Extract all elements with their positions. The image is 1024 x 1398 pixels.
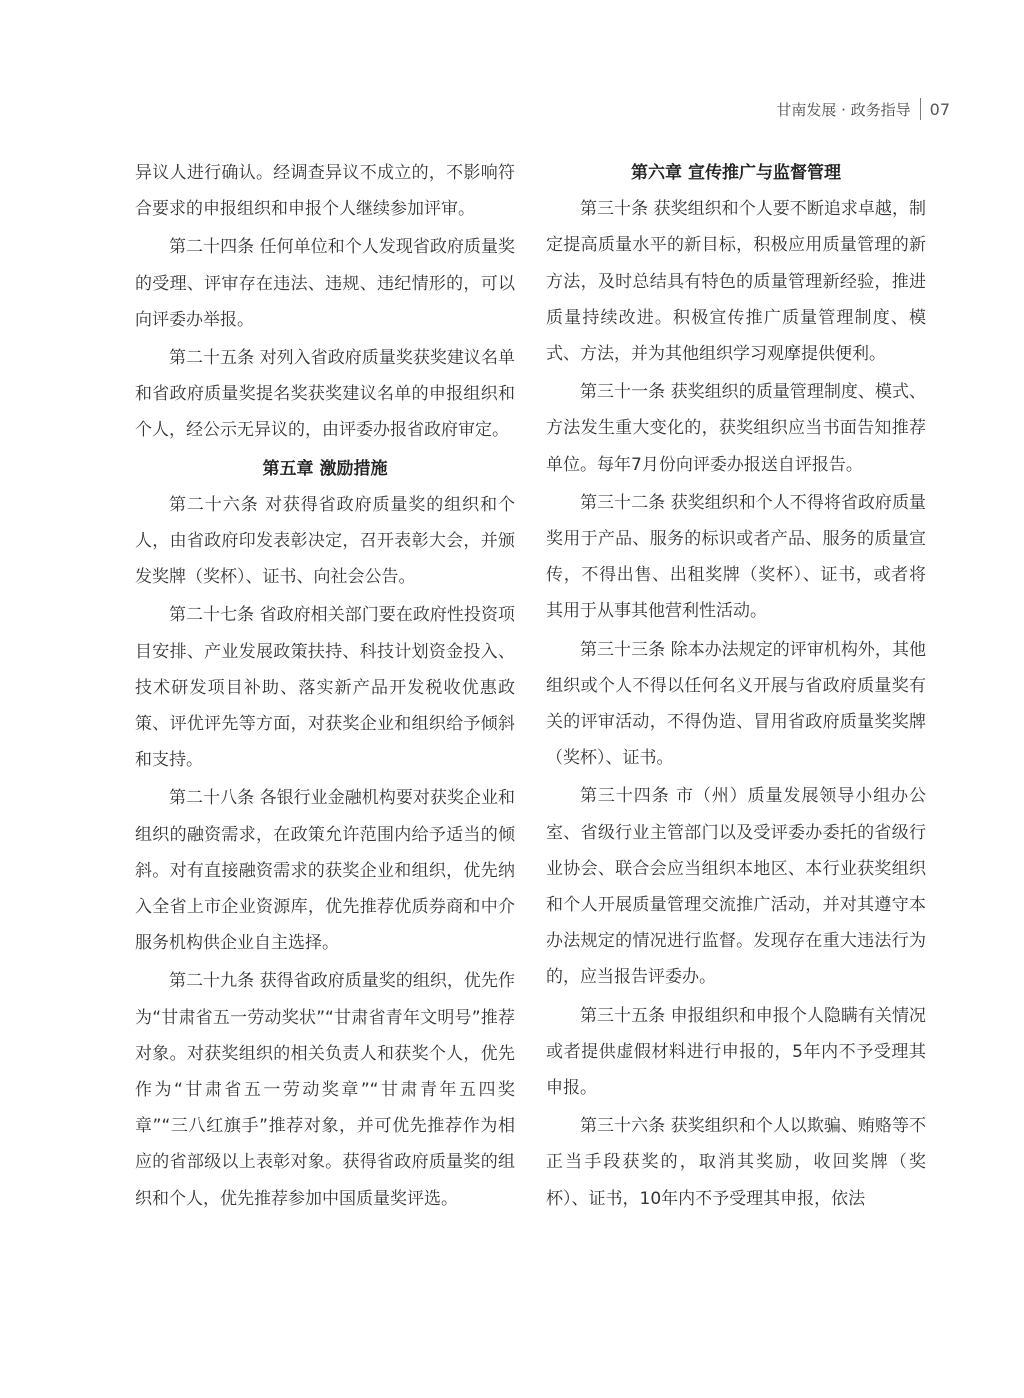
article-36: 第三十六条 获奖组织和个人以欺骗、贿赂等不正当手段获奖的，取消其奖励，收回奖牌（奖杯）、证书，10年内不予受理其申报，依法 xyxy=(546,1116,926,1209)
article-35: 第三十五条 申报组织和申报个人隐瞒有关情况或者提供虚假材料进行申报的，5年内不予受理其申报。 xyxy=(546,1005,926,1099)
article-28: 第二十八条 各银行业金融机构要对获奖企业和组织的融资需求，在政策允许范围内给予适当的倾斜。对有直接融资需求的获奖企业和组织，优先纳入全省上市企业资源库，优先推荐优质券商和中介服务机构供企业自主选择。 xyxy=(135,788,515,954)
header-divider xyxy=(920,98,921,120)
article-33: 第三十三条 除本办法规定的评审机构外，其他组织或个人不得以任何名义开展与省政府质量奖有关的评审活动，不得伪造、冒用省政府质量奖奖牌（奖杯）、证书。 xyxy=(546,639,926,769)
paragraph-continuation: 异议人进行确认。经调查异议不成立的，不影响符合要求的申报组织和申报个人继续参加评审。 xyxy=(135,163,515,220)
article-31: 第三十一条 获奖组织的质量管理制度、模式、方法发生重大变化的，获奖组织应当书面告知推荐单位。每年7月份向评委办报送自评报告。 xyxy=(546,382,926,475)
page-number: 07 xyxy=(929,99,950,119)
article-26: 第二十六条 对获得省政府质量奖的组织和个人，由省政府印发表彰决定，召开表彰大会，并颁发奖牌（奖杯）、证书、向社会公告。 xyxy=(135,494,515,588)
article-25: 第二十五条 对列入省政府质量奖获奖建议名单和省政府质量奖提名奖获奖建议名单的申报组织和个人，经公示无异议的，由评委办报省政府审定。 xyxy=(135,348,515,441)
chapter-6-heading: 第六章 宣传推广与监督管理 xyxy=(631,163,841,183)
chapter-5-heading: 第五章 激励措施 xyxy=(262,458,388,479)
article-24: 第二十四条 任何单位和个人发现省政府质量奖的受理、评审存在违法、违规、违纪情形的，可以向评委办举报。 xyxy=(135,237,515,330)
journal-title: 甘南发展 · 政务指导 xyxy=(776,100,911,119)
article-27: 第二十七条 省政府相关部门要在政府性投资项目安排、产业发展政策扶持、科技计划资金投入、技术研发项目补助、落实新产品开发税收优惠政策、评优评先等方面，对获奖企业和组织给予倾斜和支持。 xyxy=(135,605,515,771)
article-32: 第三十二条 获奖组织和个人不得将省政府质量奖用于产品、服务的标识或者产品、服务的质量宣传，不得出售、出租奖牌（奖杯）、证书，或者将其用于从事其他营利性活动。 xyxy=(546,492,926,622)
right-column xyxy=(546,155,926,1219)
article-29: 第二十九条 获得省政府质量奖的组织，优先作为“甘肃省五一劳动奖状”“甘肃省青年文明号”推荐对象。对获奖组织的相关负责人和获奖个人，优先作为“甘肃省五一劳动奖章”“甘肃青年五四奖章”“三八红旗手”推荐对象，并可优先推荐作为相应的省部级以上表彰对象。获得省政府质量奖的组织和个人，优先推荐参加中国质量奖评选。 xyxy=(135,971,515,1209)
running-header xyxy=(776,98,950,120)
article-30: 第三十条 获奖组织和个人要不断追求卓越，制定提高质量水平的新目标，积极应用质量管理的新方法，及时总结具有特色的质量管理新经验，推进质量持续改进。积极宣传推广质量管理制度、模式、方法，并为其他组织学习观摩提供便利。 xyxy=(546,199,926,365)
article-34: 第三十四条 市（州）质量发展领导小组办公室、省级行业主管部门以及受评委办委托的省级行业协会、联合会应当组织本地区、本行业获奖组织和个人开展质量管理交流推广活动，并对其遵守本办法规定的情况进行监督。发现存在重大违法行为的，应当报告评委办。 xyxy=(546,786,926,988)
left-column xyxy=(135,155,515,1219)
